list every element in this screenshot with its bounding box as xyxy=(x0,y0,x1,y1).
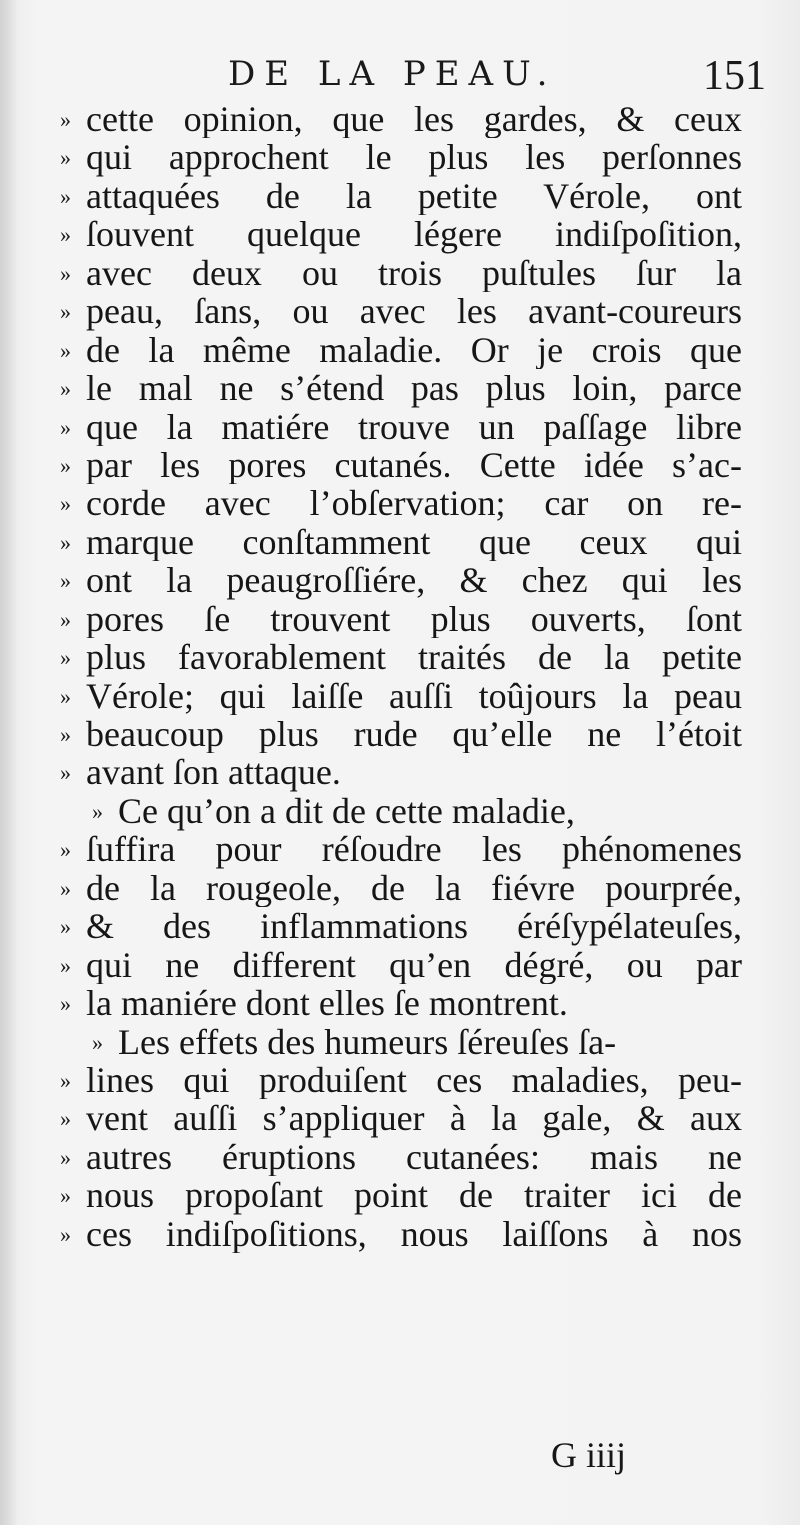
quotation-mark: » xyxy=(60,837,71,863)
quotation-mark: » xyxy=(60,1106,71,1132)
quotation-mark: » xyxy=(60,875,71,901)
line-text: qui ne different qu’en dégré, ou par xyxy=(86,945,742,985)
page-number: 151 xyxy=(703,53,766,99)
line-text: de la rougeole, de la fiévre pourprée, xyxy=(86,868,742,908)
text-line xyxy=(60,984,760,1022)
quotation-mark: » xyxy=(60,414,71,440)
text-line xyxy=(60,484,760,522)
line-text: attaquées de la petite Vérole, ont xyxy=(86,176,742,216)
quotation-mark: » xyxy=(60,722,71,747)
quotation-mark: » xyxy=(92,798,103,824)
line-text: la maniére dont elles ſe montrent. xyxy=(86,983,568,1024)
text-line xyxy=(60,792,760,830)
quotation-mark: » xyxy=(60,1144,71,1170)
text-line xyxy=(60,292,760,330)
line-text: lines qui produiſent ces maladies, peu- xyxy=(86,1060,742,1100)
line-text: par les pores cutanés. Cette idée s’ac- xyxy=(86,445,742,485)
quotation-mark: » xyxy=(60,222,71,248)
line-text: beaucoup plus rude qu’elle ne l’étoit xyxy=(86,715,742,754)
quotation-mark: » xyxy=(60,107,71,132)
quotation-mark: » xyxy=(60,568,71,594)
line-text: que la matiére trouve un paſſage libre xyxy=(86,407,742,446)
line-text: cette opinion, que les gardes, & ceux xyxy=(86,100,742,139)
line-text: autres éruptions cutanées: mais ne xyxy=(86,1137,742,1177)
line-text: ont la peaugroſſiére, & chez qui les xyxy=(86,561,742,600)
line-text: Les effets des humeurs ſéreuſes ſa- xyxy=(118,1021,617,1062)
line-text: marque conſtamment que ceux qui xyxy=(86,522,742,562)
quotation-mark: » xyxy=(60,1067,71,1093)
line-text: avant ſon attaque. xyxy=(86,752,341,793)
line-text: ces indiſpoſitions, nous laiſſons à nos xyxy=(86,1214,742,1254)
quotation-mark: » xyxy=(60,299,71,325)
quotation-mark: » xyxy=(60,952,71,978)
line-text: pores ſe trouvent plus ouverts, ſont xyxy=(86,599,742,639)
text-line xyxy=(60,638,760,676)
quotation-mark: » xyxy=(60,683,71,709)
quotation-mark: » xyxy=(60,760,71,786)
text-line xyxy=(60,408,760,446)
line-text: de la même maladie. Or je crois que xyxy=(86,330,742,370)
line-text: peau, ſans, ou avec les avant-coureurs xyxy=(86,292,742,331)
quotation-mark: » xyxy=(60,1221,71,1247)
quotation-mark: » xyxy=(60,1183,71,1209)
text-line xyxy=(60,715,760,753)
quotation-mark: » xyxy=(60,183,71,209)
line-text: nous propoſant point de traiter ici de xyxy=(86,1176,742,1215)
text-line xyxy=(60,1176,760,1214)
text-line xyxy=(60,753,760,791)
text-line xyxy=(60,446,760,484)
text-line xyxy=(60,138,760,176)
text-line xyxy=(60,523,760,561)
quotation-mark: » xyxy=(60,337,71,363)
quotation-mark: » xyxy=(60,452,71,478)
text-line xyxy=(60,369,760,407)
quotation-mark: » xyxy=(60,260,71,286)
text-line xyxy=(60,1215,760,1253)
text-line xyxy=(60,215,760,253)
text-line xyxy=(60,100,760,138)
quotation-mark: » xyxy=(60,914,71,940)
text-line xyxy=(60,1138,760,1176)
text-line xyxy=(60,907,760,945)
quotation-mark: » xyxy=(60,145,71,171)
text-line xyxy=(60,561,760,599)
text-line xyxy=(60,830,760,868)
text-line xyxy=(60,600,760,638)
line-text: le mal ne s’étend pas plus loin, parce xyxy=(86,369,742,408)
line-text: Ce qu’on a dit de cette maladie, xyxy=(118,790,575,831)
line-text: avec deux ou trois puſtules ſur la xyxy=(86,253,742,293)
line-text: plus favorablement traités de la petite xyxy=(86,638,742,677)
quotation-mark: » xyxy=(60,529,71,555)
running-head: DE LA PEAU. xyxy=(228,54,557,94)
spine-shadow xyxy=(0,0,18,1525)
text-line xyxy=(60,1061,760,1099)
line-text: ſouvent quelque légere indiſpoſition, xyxy=(86,215,742,254)
body-text xyxy=(60,100,760,1253)
line-text: qui approchent le plus les perſonnes xyxy=(86,138,742,177)
line-text: & des inflammations éréſypélateuſes, xyxy=(86,907,742,946)
text-line xyxy=(60,1099,760,1137)
text-line xyxy=(60,254,760,292)
text-line xyxy=(60,177,760,215)
quotation-mark: » xyxy=(60,991,71,1017)
line-text: corde avec l’obſervation; car on re- xyxy=(86,484,742,523)
line-text: ſuffira pour réſoudre les phénomenes xyxy=(86,830,742,869)
quotation-mark: » xyxy=(92,1029,103,1055)
text-line xyxy=(60,1023,760,1061)
quotation-mark: » xyxy=(60,491,71,517)
text-line xyxy=(60,331,760,369)
text-line xyxy=(60,677,760,715)
text-line xyxy=(60,869,760,907)
signature-mark: G iiij xyxy=(550,1435,626,1475)
line-text: vent auſſi s’appliquer à la gale, & aux xyxy=(86,1099,742,1138)
text-line xyxy=(60,946,760,984)
quotation-mark: » xyxy=(60,606,71,632)
quotation-mark: » xyxy=(60,645,71,671)
quotation-mark: » xyxy=(60,376,71,402)
line-text: Vérole; qui laiſſe auſſi toûjours la peau xyxy=(86,676,742,715)
